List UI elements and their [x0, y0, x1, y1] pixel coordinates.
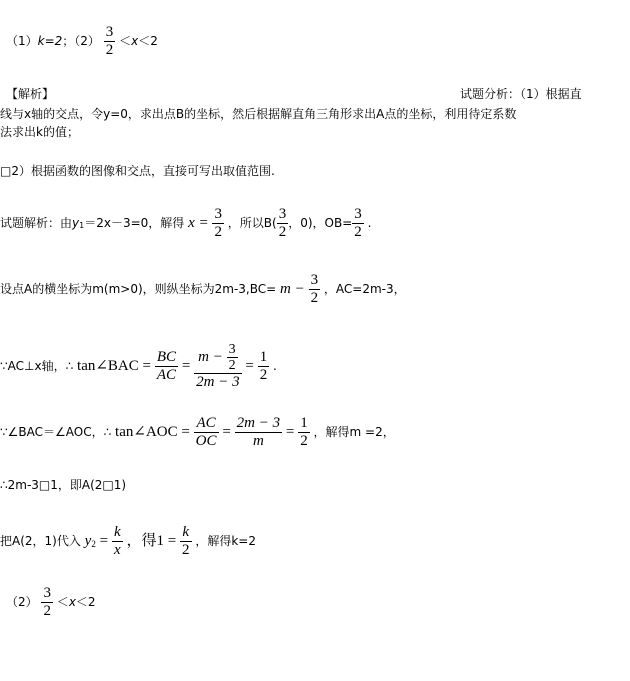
final-x: x [68, 595, 76, 609]
sol3-inner-num: 3 [228, 342, 236, 357]
sol6-k2-fraction [180, 524, 192, 559]
sol4-ac-oc-fraction [194, 415, 219, 450]
sol1-ob-num: 3 [354, 206, 362, 222]
sol4-den2: m [235, 432, 282, 450]
answer-k: k=2 [37, 34, 63, 48]
sol4-mid-fraction [235, 415, 282, 450]
answer-lt2: ＜2 [138, 34, 158, 48]
answer-line [6, 24, 158, 59]
sol1-b-den: 2 [278, 224, 287, 240]
sol2-fraction [309, 272, 321, 307]
sol3-period: . [273, 359, 277, 373]
sol1-ob-den: 2 [354, 224, 362, 240]
sol6-two: 2 [182, 542, 190, 558]
sol4-eq: = [222, 424, 231, 440]
answer-sep: ；（2） [62, 34, 100, 48]
sol3-complex-fraction [194, 342, 241, 391]
sol4-num2: 2m − 3 [236, 415, 281, 431]
sol3-tan-label: tan∠BAC = [77, 358, 151, 374]
sol6-kx-fraction [112, 524, 123, 559]
sol4-half-fraction [298, 415, 310, 450]
sol2-text: 设点A的横坐标为m(m>0)，则纵坐标为2m-3,BC= [0, 282, 277, 296]
sol1-b-fraction [277, 206, 289, 241]
sol1-prefix: 试题解析：由 [0, 216, 73, 230]
sol3-half-num: 1 [259, 349, 268, 365]
sol6-mid: ，得1 = [126, 533, 177, 549]
analysis-heading: 【解析】 [6, 87, 55, 101]
final-lt2: ＜2 [75, 595, 96, 609]
sol4-ac: AC [196, 415, 216, 431]
sol3-inner-den: 2 [228, 358, 236, 373]
sol4-because: ∵∠BAC＝∠AOC，∴ [0, 425, 112, 439]
sol2-tail: ，AC=2m-3， [323, 282, 406, 296]
sol6-y-sub: 2 [91, 539, 96, 549]
final-fraction [41, 585, 53, 620]
sol6-y: y [84, 533, 92, 549]
answer-frac-den: 2 [105, 42, 114, 58]
sol2-m-minus: m − [280, 281, 305, 297]
solution-line1 [0, 206, 371, 241]
sol4-oc: OC [195, 433, 217, 449]
solution-line5: ∴2m-3□1，即A(2□1) [0, 478, 127, 492]
sol1-period: . [367, 216, 372, 230]
sol3-half-den: 2 [259, 367, 268, 383]
sol2-frac-num: 3 [310, 272, 319, 288]
analysis-line3: 法求出k的值； [0, 125, 79, 139]
answer-part1: （1） [6, 34, 38, 48]
sol3-eq: = [181, 358, 191, 374]
sol6-prefix: 把A(2，1)代入 [0, 534, 81, 548]
answer-fraction [104, 24, 116, 59]
sol1-fraction [212, 206, 224, 241]
sol1-y-sub: 1 [79, 221, 85, 230]
answer-x: x [131, 34, 139, 48]
sol6-tail: ，解得k=2 [195, 534, 256, 548]
sol3-inner-m: m − [198, 348, 223, 365]
final-part2: （2） [6, 595, 38, 609]
sol4-tail: ，解得m =2， [313, 425, 395, 439]
sol4-tan-label: tan∠AOC = [115, 424, 190, 440]
sol1-y: y [72, 216, 80, 230]
sol4-eq2: = [285, 424, 295, 440]
sol3-because: ∵AC⊥x轴，∴ [0, 359, 74, 373]
answer-frac-num: 3 [105, 24, 114, 40]
sol3-complex-den: 2m − 3 [196, 374, 240, 390]
sol1-x-eq: x = [188, 215, 209, 231]
sol3-inner-fraction [227, 342, 238, 373]
sol1-eq: ＝2x－3=0，解得 [84, 216, 185, 230]
sol6-x: x [113, 542, 121, 558]
final-lt1: ＜ [56, 595, 69, 609]
sol1-so-b: ，所以B( [227, 216, 277, 230]
sol4-half-num: 1 [300, 415, 308, 431]
answer-lt1: ＜ [119, 34, 132, 48]
final-line [6, 585, 96, 620]
sol2-frac-den: 2 [310, 290, 319, 306]
solution-line6 [0, 524, 256, 559]
final-frac-den: 2 [43, 603, 51, 619]
solution-line2 [0, 272, 406, 307]
sol6-eq: = [99, 533, 109, 549]
sol3-eq2: = [245, 358, 254, 374]
analysis-line4: □2）根据函数的图像和交点，直接可写出取值范围. [0, 164, 275, 178]
sol1-b-num: 3 [278, 206, 287, 222]
sol1-b-tail: ，0)，OB= [288, 216, 353, 230]
sol1-frac-num: 3 [214, 206, 222, 222]
sol3-complex-num [194, 342, 241, 373]
analysis-right-text: 试题分析：（1）根据直 [460, 87, 582, 101]
analysis-line2: 线与x轴的交点，令y=0，求出点B的坐标，然后根据解直角三角形求出A点的坐标，利用待定系数 [0, 107, 517, 121]
sol3-bc-ac-fraction [155, 349, 178, 384]
sol1-ob-fraction [352, 206, 364, 241]
sol4-half-den: 2 [300, 433, 308, 449]
sol3-bc: BC [156, 349, 176, 365]
solution-line3 [0, 342, 277, 391]
final-frac-num: 3 [43, 585, 51, 601]
sol3-ac: AC [156, 367, 176, 383]
sol1-frac-den: 2 [214, 224, 222, 240]
sol6-k: k [113, 524, 121, 540]
sol3-half-fraction [258, 349, 270, 384]
sol6-k2: k [182, 524, 190, 540]
solution-line4 [0, 415, 395, 450]
